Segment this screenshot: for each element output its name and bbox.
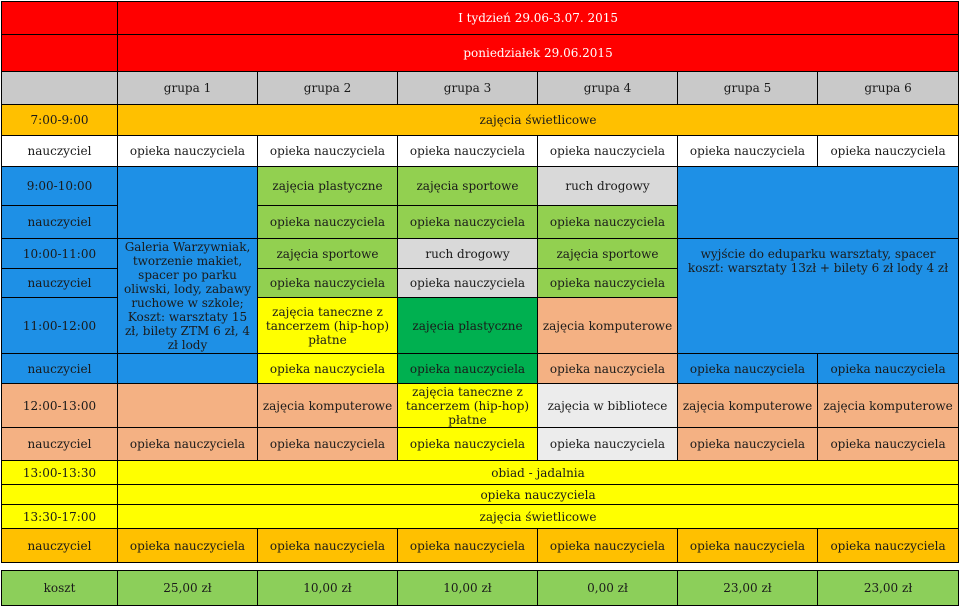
activity-ruch: ruch drogowy bbox=[398, 239, 538, 269]
teacher-label: nauczyciel bbox=[2, 136, 118, 167]
teacher-label: nauczyciel bbox=[2, 269, 118, 298]
care-cell: opieka nauczyciela bbox=[818, 354, 959, 384]
time-label: 10:00-11:00 bbox=[2, 239, 118, 269]
header-day-row bbox=[2, 35, 959, 72]
activity-obiad: obiad - jadalnia bbox=[118, 461, 959, 485]
activity-sportowe: zajęcia sportowe bbox=[258, 239, 398, 269]
care-cell: opieka nauczyciela bbox=[678, 529, 818, 563]
care-cell: opieka nauczyciela bbox=[538, 136, 678, 167]
activity-komputerowe: zajęcia komputerowe bbox=[538, 298, 678, 354]
time-label: 11:00-12:00 bbox=[2, 298, 118, 354]
cost-label: koszt bbox=[2, 571, 118, 606]
care-cell: opieka nauczyciela bbox=[538, 428, 678, 461]
time-label: 12:00-13:00 bbox=[2, 384, 118, 428]
teacher-row-4 bbox=[2, 354, 959, 384]
care-cell: opieka nauczyciela bbox=[398, 354, 538, 384]
care-cell: opieka nauczyciela bbox=[398, 206, 538, 239]
teacher-row-5 bbox=[2, 428, 959, 461]
teacher-label: nauczyciel bbox=[2, 428, 118, 461]
row-13-1330 bbox=[2, 461, 959, 485]
activity-komputerowe: zajęcia komputerowe bbox=[818, 384, 959, 428]
group-header-2: grupa 2 bbox=[258, 72, 398, 105]
time-label: 9:00-10:00 bbox=[2, 167, 118, 206]
cost-group-4: 0,00 zł bbox=[538, 571, 678, 606]
galeria-top-empty bbox=[118, 167, 258, 239]
care-cell: opieka nauczyciela bbox=[538, 529, 678, 563]
red-corner bbox=[2, 2, 118, 35]
care-cell: opieka nauczyciela bbox=[258, 354, 398, 384]
activity-komputerowe: zajęcia komputerowe bbox=[258, 384, 398, 428]
activity-plastyczne: zajęcia plastyczne bbox=[398, 298, 538, 354]
group-header-5: grupa 5 bbox=[678, 72, 818, 105]
cost-row bbox=[2, 571, 959, 606]
care-cell: opieka nauczyciela bbox=[538, 206, 678, 239]
row-7-9 bbox=[2, 105, 959, 136]
cost-group-2: 10,00 zł bbox=[258, 571, 398, 606]
row-10-11 bbox=[2, 239, 959, 269]
activity-swietlica: zajęcia świetlicowe bbox=[118, 105, 959, 136]
care-cell: opieka nauczyciela bbox=[678, 136, 818, 167]
groups-row bbox=[2, 72, 959, 105]
teacher-row-6 bbox=[2, 529, 959, 563]
row-1330-17 bbox=[2, 505, 959, 529]
row-12-13 bbox=[2, 384, 959, 428]
group-header-1: grupa 1 bbox=[118, 72, 258, 105]
care-cell: opieka nauczyciela bbox=[398, 136, 538, 167]
care-cell: opieka nauczyciela bbox=[818, 136, 959, 167]
schedule-table bbox=[1, 1, 959, 606]
group-header-4: grupa 4 bbox=[538, 72, 678, 105]
cost-group-6: 23,00 zł bbox=[818, 571, 959, 606]
care-cell: opieka nauczyciela bbox=[818, 428, 959, 461]
spacer bbox=[2, 563, 959, 571]
activity-galeria: Galeria Warzywniak, tworzenie makiet, spacer po parku oliwski, lody, zabawy ruchowe w szkole; Koszt: warsztaty 15 zł, bilety ZTM 6 zł, 4 zł lody bbox=[118, 239, 258, 354]
care-cell: opieka nauczyciela bbox=[398, 269, 538, 298]
care-cell: opieka nauczyciela bbox=[258, 136, 398, 167]
care-cell: opieka nauczyciela bbox=[118, 428, 258, 461]
activity-taneczne: zajęcia taneczne z tancerzem (hip-hop) płatne bbox=[398, 384, 538, 428]
empty-time bbox=[2, 485, 118, 505]
care-cell: opieka nauczyciela bbox=[258, 428, 398, 461]
care-cell: opieka nauczyciela bbox=[818, 529, 959, 563]
care-lunch-row bbox=[2, 485, 959, 505]
care-cell: opieka nauczyciela bbox=[258, 206, 398, 239]
red-corner bbox=[2, 35, 118, 72]
care-cell: opieka nauczyciela bbox=[258, 269, 398, 298]
activity-sportowe: zajęcia sportowe bbox=[398, 167, 538, 206]
activity-taneczne: zajęcia taneczne z tancerzem (hip-hop) płatne bbox=[258, 298, 398, 354]
activity-biblioteka: zajęcia w bibliotece bbox=[538, 384, 678, 428]
care-cell: opieka nauczyciela bbox=[398, 529, 538, 563]
row-9-10 bbox=[2, 167, 959, 206]
care-cell: opieka nauczyciela bbox=[118, 529, 258, 563]
activity-ruch: ruch drogowy bbox=[538, 167, 678, 206]
cost-group-5: 23,00 zł bbox=[678, 571, 818, 606]
day-title: poniedziałek 29.06.2015 bbox=[118, 35, 959, 72]
activity-eduparku: wyjście do eduparku warsztaty, spacer koszt: warsztaty 13zł + bilety 6 zł lody 4 zł bbox=[678, 239, 959, 354]
teacher-label: nauczyciel bbox=[2, 206, 118, 239]
care-cell: opieka nauczyciela bbox=[538, 354, 678, 384]
header-week-row bbox=[2, 2, 959, 35]
teacher-label: nauczyciel bbox=[2, 529, 118, 563]
care-cell: opieka nauczyciela bbox=[398, 428, 538, 461]
care-cell: opieka nauczyciela bbox=[538, 269, 678, 298]
group-header-3: grupa 3 bbox=[398, 72, 538, 105]
week-title: I tydzień 29.06-3.07. 2015 bbox=[118, 2, 959, 35]
teacher-label: nauczyciel bbox=[2, 354, 118, 384]
spacer-row bbox=[2, 563, 959, 571]
care-cell: opieka nauczyciela bbox=[258, 529, 398, 563]
activity-plastyczne: zajęcia plastyczne bbox=[258, 167, 398, 206]
activity-komputerowe: zajęcia komputerowe bbox=[678, 384, 818, 428]
care-cell: opieka nauczyciela bbox=[678, 354, 818, 384]
care-cell: opieka nauczyciela bbox=[118, 485, 959, 505]
activity-swietlica: zajęcia świetlicowe bbox=[118, 505, 959, 529]
care-cell: opieka nauczyciela bbox=[118, 136, 258, 167]
time-label: 7:00-9:00 bbox=[2, 105, 118, 136]
teacher-row-1 bbox=[2, 136, 959, 167]
time-label: 13:30-17:00 bbox=[2, 505, 118, 529]
empty-cell bbox=[118, 384, 258, 428]
empty-cell bbox=[118, 354, 258, 384]
cost-group-3: 10,00 zł bbox=[398, 571, 538, 606]
activity-sportowe: zajęcia sportowe bbox=[538, 239, 678, 269]
cost-group-1: 25,00 zł bbox=[118, 571, 258, 606]
care-cell: opieka nauczyciela bbox=[678, 428, 818, 461]
time-label: 13:00-13:30 bbox=[2, 461, 118, 485]
eduparku-top-empty bbox=[678, 167, 959, 239]
groups-corner bbox=[2, 72, 118, 105]
group-header-6: grupa 6 bbox=[818, 72, 959, 105]
